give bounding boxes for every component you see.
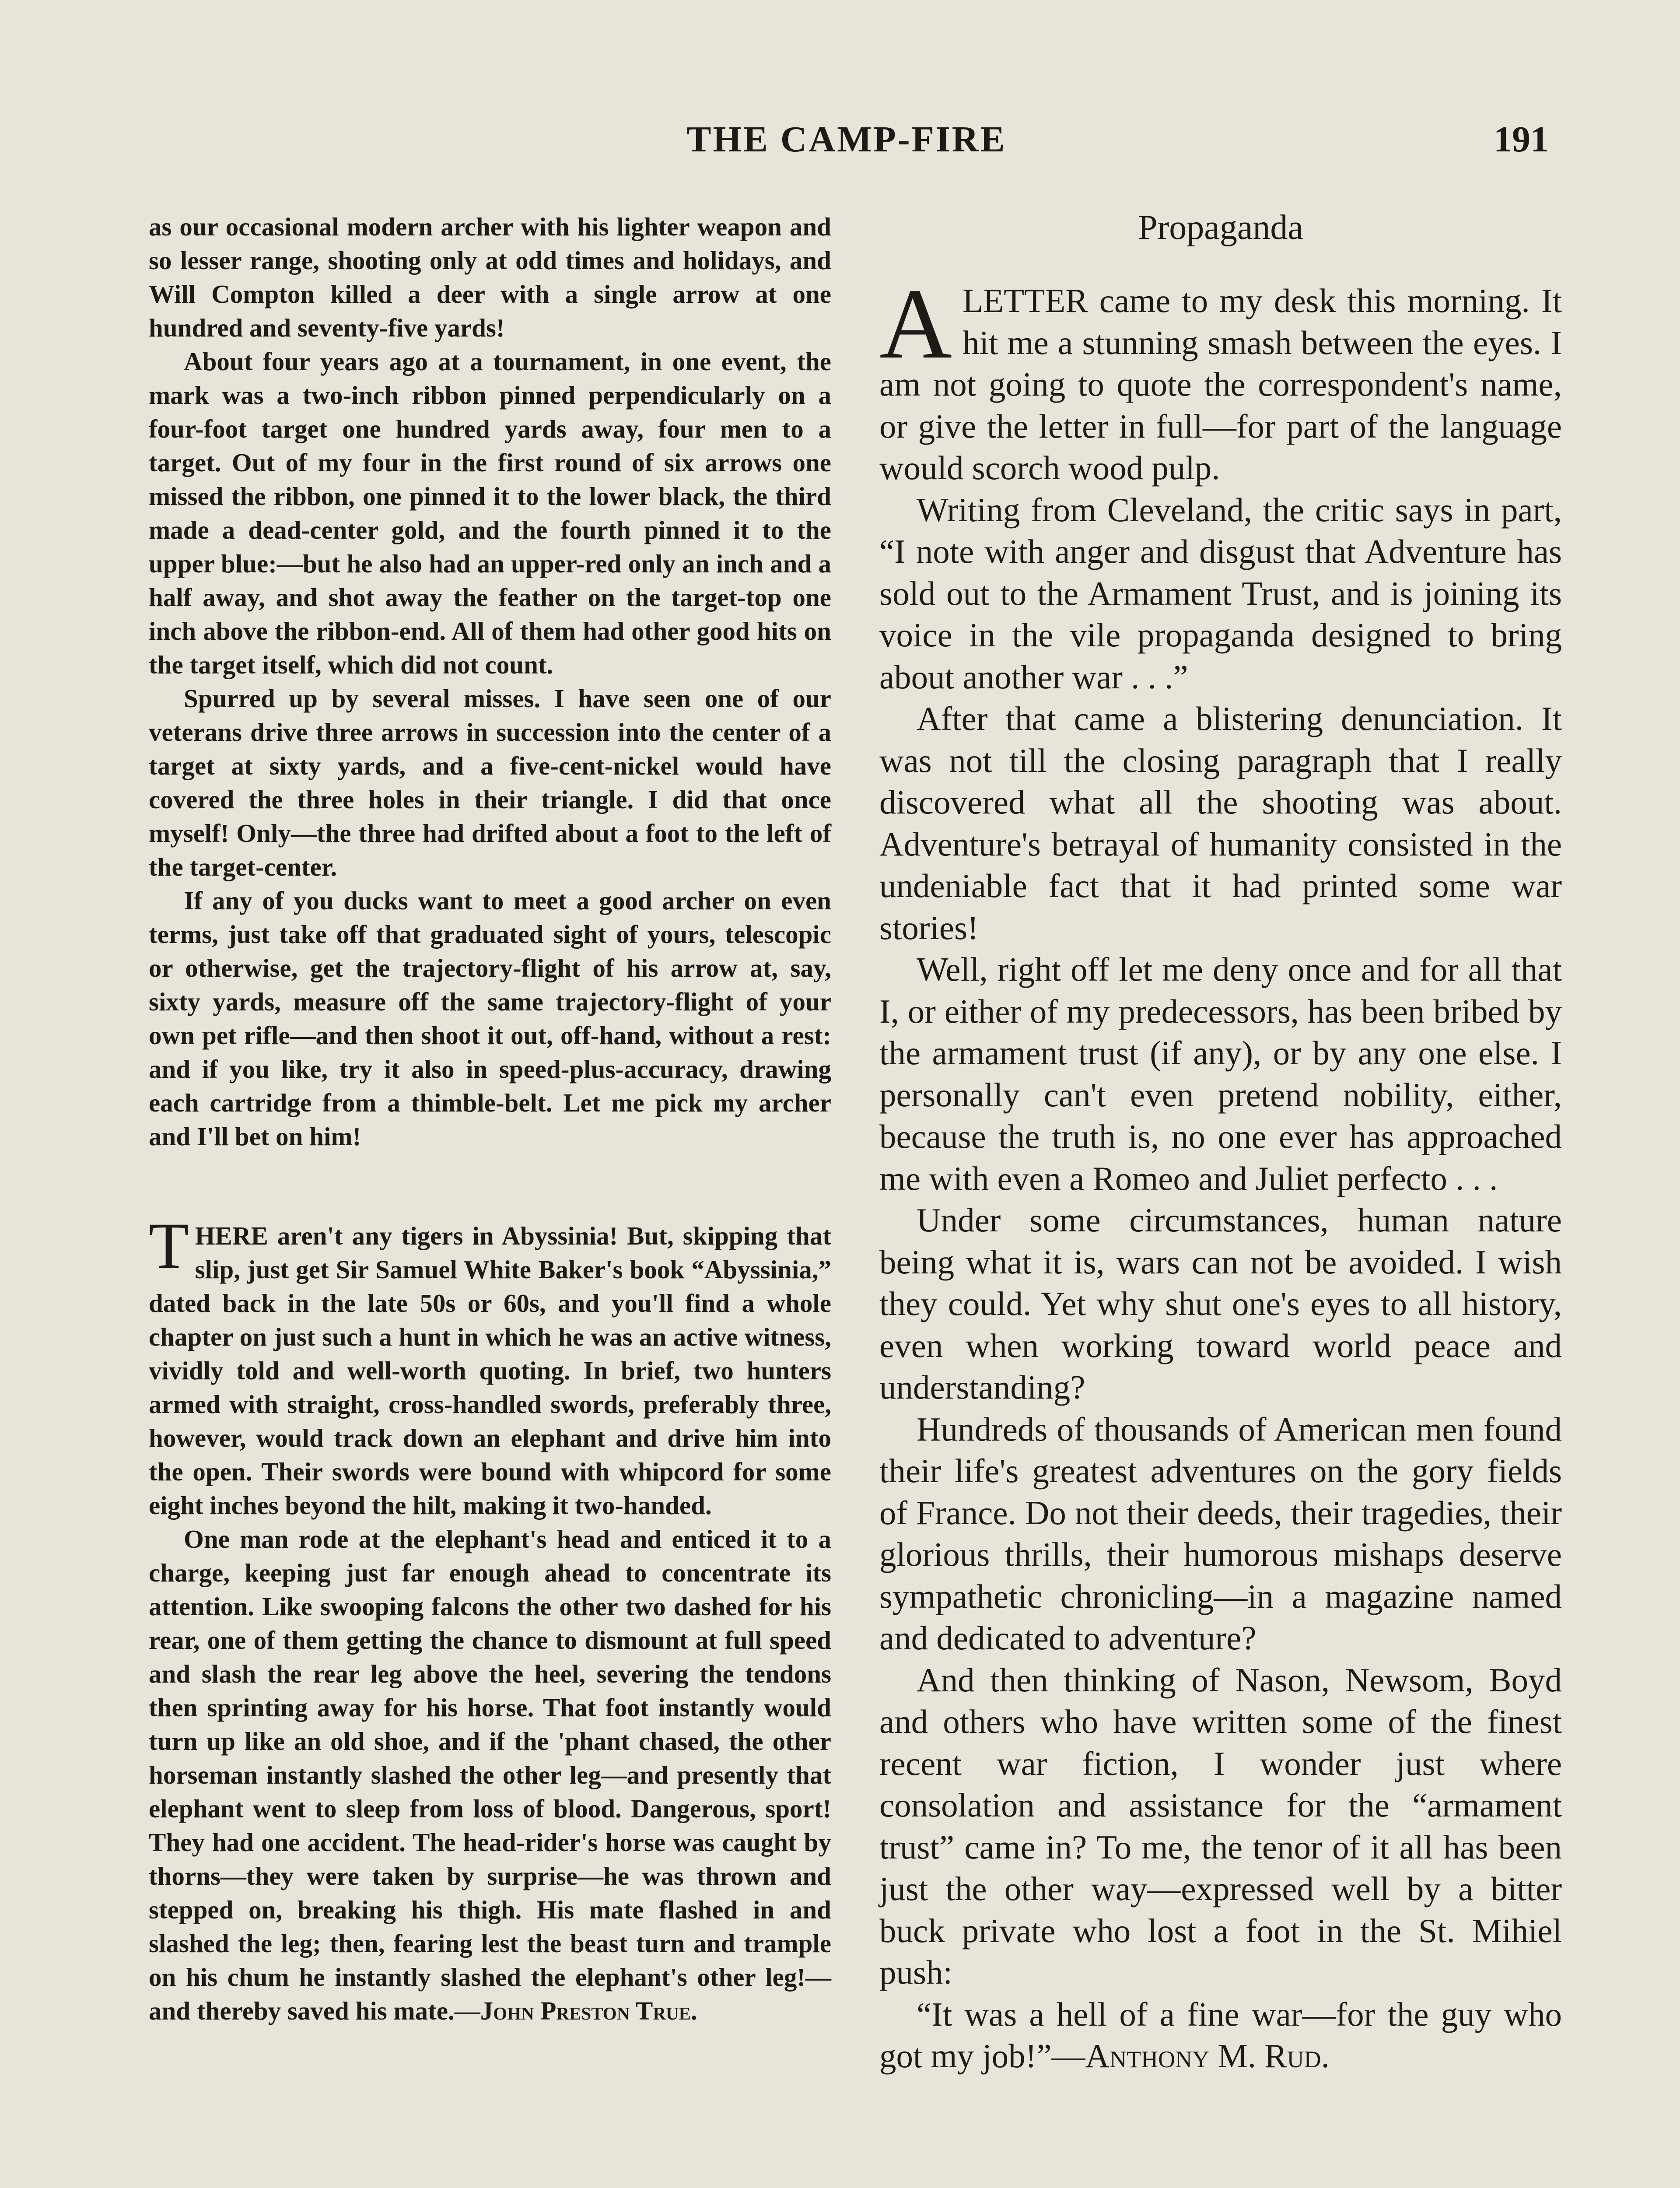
page-number: 191: [1494, 119, 1549, 160]
paragraph: Hundreds of thousands of American men found their life's greatest adventures on the gory fields of France. Do not their deeds, their tragedies, their glorious thrills, their humorous mishaps deserve sympathetic chronicling—in a magazine named and dedicated to adventure?: [879, 1410, 1562, 1657]
paragraph-with-drop-cap: [149, 1210, 831, 1522]
paragraph: [879, 1994, 1562, 2077]
paragraph: Writing from Cleveland, the critic says in part, “I note with anger and disgust that Adventure has sold out to the Armament Trust, and is joining its voice in the vile propaganda designed to bring about another war . . .”: [879, 491, 1562, 696]
drop-cap: T: [149, 1210, 189, 1282]
paragraph-text: HERE aren't any tigers in Abyssinia! But, skipping that slip, just get Sir Samuel White Baker's book “Abyssinia,” dated back in the late 50s or 60s, and you'll find a whole chapter on just such a hunt in which he was an active witness, vividly told and well-worth quoting. In brief, two hunters armed with straight, cross-handled swords, preferably three, however, would track down an elephant and drive him into the open. Their swords were bound with whipcord for some eight inches beyond the hilt, making it two-handed.: [149, 1221, 831, 1520]
paragraph-text: “It was a hell of a fine war—for the guy who got my job!”—: [879, 1995, 1562, 2075]
paragraph: Well, right off let me deny once and for all that I, or either of my predecessors, has been bribed by the armament trust (if any), or by any one else. I personally can't even pretend nobility, either, because the truth is, no one ever has approached me with even a Romeo and Juliet perfecto . . .: [879, 950, 1562, 1197]
paragraph: And then thinking of Nason, Newsom, Boyd and others who have written some of the finest recent war fiction, I wonder just where consolation and assistance for the “armament trust” came in? To me, the tenor of it all has been just the other way—expressed well by a bitter buck private who lost a foot in the St. Mihiel push:: [879, 1661, 1562, 1991]
page-header: [144, 118, 1549, 166]
section-divider: [149, 1154, 831, 1219]
paragraph: Spurred up by several misses. I have seen one of our veterans drive three arrows in succession into the center of a target at sixty yards, and a five-cent-nickel would have covered the three holes in their triangle. I did that once myself! Only—the three had drifted about a foot to the left of the target-center.: [149, 684, 831, 881]
author-signature: John Preston True.: [480, 1996, 697, 2025]
running-title: THE CAMP-FIRE: [686, 119, 1007, 160]
section-heading: Propaganda: [1138, 208, 1303, 247]
paragraph-text: LETTER came to my desk this morning. It hit me a stunning smash between the eyes. I am not going to quote the correspondent's name, or give the letter in full—for part of the language would scorch wood pulp.: [879, 282, 1562, 487]
paragraph: After that came a blistering denunciation. It was not till the closing paragraph that I really discovered what all the shooting was about. Adventure's betrayal of humanity consisted in the undeniable fact that it had printed some war stories!: [879, 700, 1562, 947]
author-signature: Anthony M. Rud.: [1085, 2037, 1330, 2075]
paragraph: If any of you ducks want to meet a good archer on even terms, just take off that graduated sight of yours, telescopic or otherwise, get the trajectory-flight of his arrow at, say, sixty yards, measure off the same trajectory-flight of your own pet rifle—and then shoot it out, off-hand, without a rest: and if you like, try it also in speed-plus-accuracy, drawing each cartridge from a thimble-belt. Let me pick my archer and I'll bet on him!: [149, 886, 831, 1151]
paragraph-with-drop-cap: [879, 268, 1562, 489]
left-column: [149, 210, 831, 2028]
paragraph: as our occasional modern archer with his lighter weapon and so lesser range, shooting only at odd times and holidays, and Will Compton killed a deer with a single arrow at one hundred and seventy-five yards!: [149, 212, 831, 342]
paragraph-text: One man rode at the elephant's head and enticed it to a charge, keeping just far enough ahead to concentrate its attention. Like swooping falcons the other two dashed for his rear, one of them getting the chance to dismount at full speed and slash the rear leg above the heel, severing the tendons then sprinting away for his horse. That foot instantly would turn up like an old shoe, and if the 'phant chased, the other horseman instantly slashed the other leg—and presently that elephant went to sleep from loss of blood. Dangerous, sport! They had one accident. The head-rider's horse was caught by thorns—they were taken by surprise—he was thrown and stepped on, breaking his thigh. His mate flashed in and slashed the leg; then, fearing lest the beast turn and trample on his chum he instantly slashed the elephant's other leg!—and thereby saved his mate.—: [149, 1525, 831, 2025]
paragraph: Under some circumstances, human nature being what it is, wars can not be avoided. I wish they could. Yet why shut one's eyes to all history, even when working toward world peace and understanding?: [879, 1201, 1562, 1406]
drop-cap: A: [879, 268, 952, 379]
right-column: [879, 206, 1562, 2077]
paragraph: About four years ago at a tournament, in one event, the mark was a two-inch ribbon pinned perpendicularly on a four-foot target one hundred yards away, four men to a target. Out of my four in the first round of six arrows one missed the ribbon, one pinned it to the lower black, the third made a dead-center gold, and the fourth pinned it to the upper blue:—but he also had an upper-red only an inch and a half away, and shot away the feather on the target-top one inch above the ribbon-end. All of them had other good hits on the target itself, which did not count.: [149, 347, 831, 679]
paragraph: [149, 1522, 831, 2028]
